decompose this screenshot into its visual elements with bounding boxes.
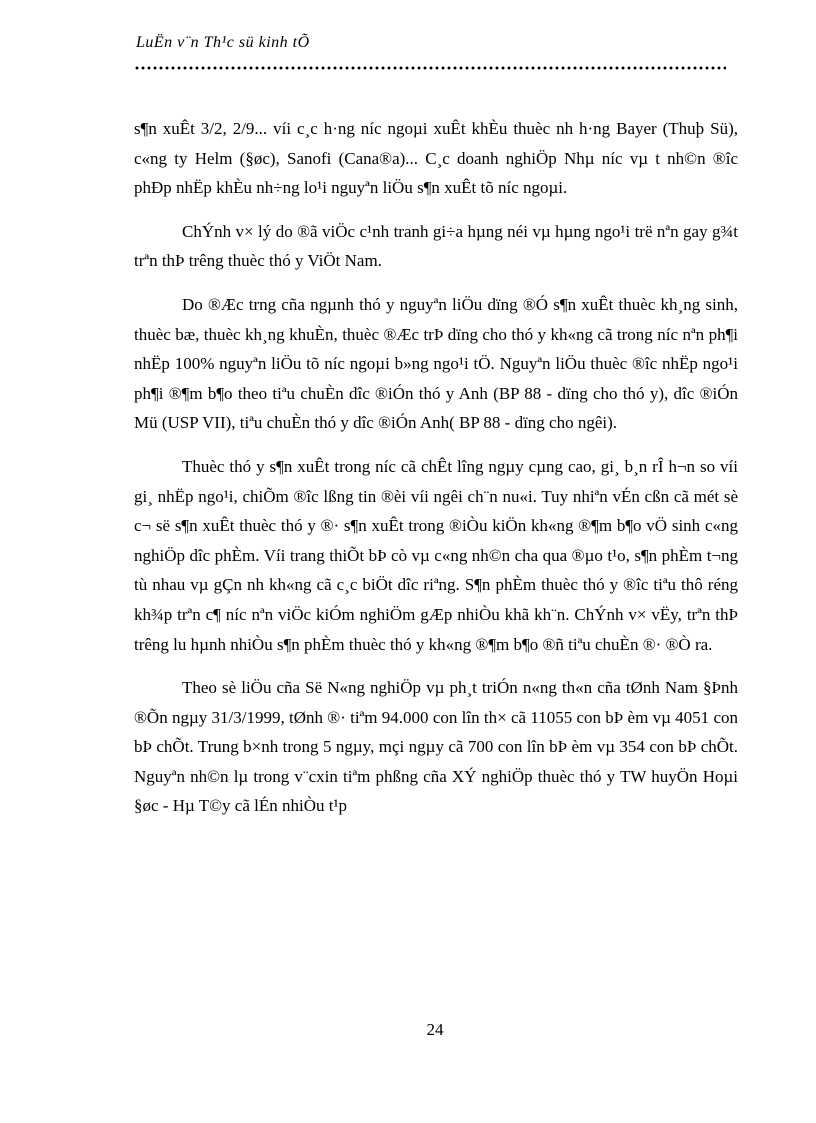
header-dotted-rule bbox=[134, 64, 726, 72]
page-body bbox=[134, 114, 738, 835]
page-number: 24 bbox=[426, 1020, 444, 1039]
running-header: LuËn v¨n Th¹c sü kinh tÕ bbox=[136, 34, 310, 51]
paragraph-4: Thuèc thó y s¶n xuÊt trong níc cã chÊt lîng ngµy cµng cao, gi¸ b¸n rÎ h¬n so víi gi¸ nhËp ngo¹i, chiÕm ®îc lßng tin ®èi víi ngêi ch¨n nu«i. Tuy nhiªn vÉn cßn cã mét sè c¬ së s¶n xuÊt thuèc thó y ®· s¶n xuÊt trong ®iÒu kiÖn kh«ng ®¶m b¶o vÖ sinh c«ng nghiÖp dîc phÈm. Víi trang thiÕt bÞ cò vµ c«ng nh©n cha qua ®µo t¹o, s¶n phÈm t¬ng tù nhau vµ gÇn nh kh«ng cã c¸c biÖt dîc riªng. S¶n phÈm thuèc thó y ®îc tiªu thô réng kh¾p trªn c¶ níc nªn viÖc kiÓm nghiÖm gÆp nhiÒu khã kh¨n. ChÝnh v× vËy, trªn thÞ trêng lu hµnh nhiÒu s¶n phÈm thuèc thó y kh«ng ®¶m b¶o ®ñ tiªu chuÈn ®· ®Ò ra. bbox=[134, 456, 738, 654]
paragraph-3: Do ®Æc trng cña ngµnh thó y nguyªn liÖu dïng ®Ó s¶n xuÊt thuèc kh¸ng sinh, thuèc bæ, thuèc kh¸ng khuÈn, thuèc ®Æc trÞ dïng cho thó y kh«ng cã trong níc nªn ph¶i nhËp 100% nguyªn liÖu tõ níc ngoµi b»ng ngo¹i tÖ. Nguyªn liÖu thuèc ®îc nhËp ngo¹i ph¶i ®¶m b¶o theo tiªu chuÈn dîc ®iÓn thó y Anh (BP 88 - dïng cho thó y), dîc ®iÓn Mü (USP VII), tiªu chuÈn thó y dîc ®iÓn Anh( BP 88 - dïng cho ngêi). bbox=[134, 294, 738, 433]
paragraph-2: ChÝnh v× lý do ®ã viÖc c¹nh tranh gi÷a hµng néi vµ hµng ngo¹i trë nªn gay g¾t trªn thÞ trêng thuèc thó y ViÖt Nam. bbox=[134, 221, 738, 271]
paragraph-1: s¶n xuÊt 3/2, 2/9... víi c¸c h·ng níc ngoµi xuÊt khÈu thuèc nh h·ng Bayer (Thuþ Sü), c«ng ty Helm (§øc), Sanofi (Cana®a)... C¸c doanh nghiÖp Nhµ níc vµ t nh©n ®îc phÐp nhËp khÈu nh÷ng lo¹i nguyªn liÖu s¶n xuÊt tõ níc ngoµi. bbox=[134, 119, 738, 198]
paragraph-5: Theo sè liÖu cña Së N«ng nghiÖp vµ ph¸t triÓn n«ng th«n cña tØnh Nam §Þnh ®Õn ngµy 31/3/1999, tØnh ®· tiªm 94.000 con lîn th× cã 11055 con bÞ èm vµ 4051 con bÞ chÕt. Trung b×nh trong 5 ngµy, mçi ngµy cã 700 con lîn bÞ èm vµ 354 con bÞ chÕt. Nguyªn nh©n lµ trong v¨cxin tiªm phßng cña XÝ nghiÖp thuèc thó y TW huyÖn Hoµi §øc - Hµ T©y cã lÉn nhiÒu t¹p bbox=[134, 678, 738, 816]
